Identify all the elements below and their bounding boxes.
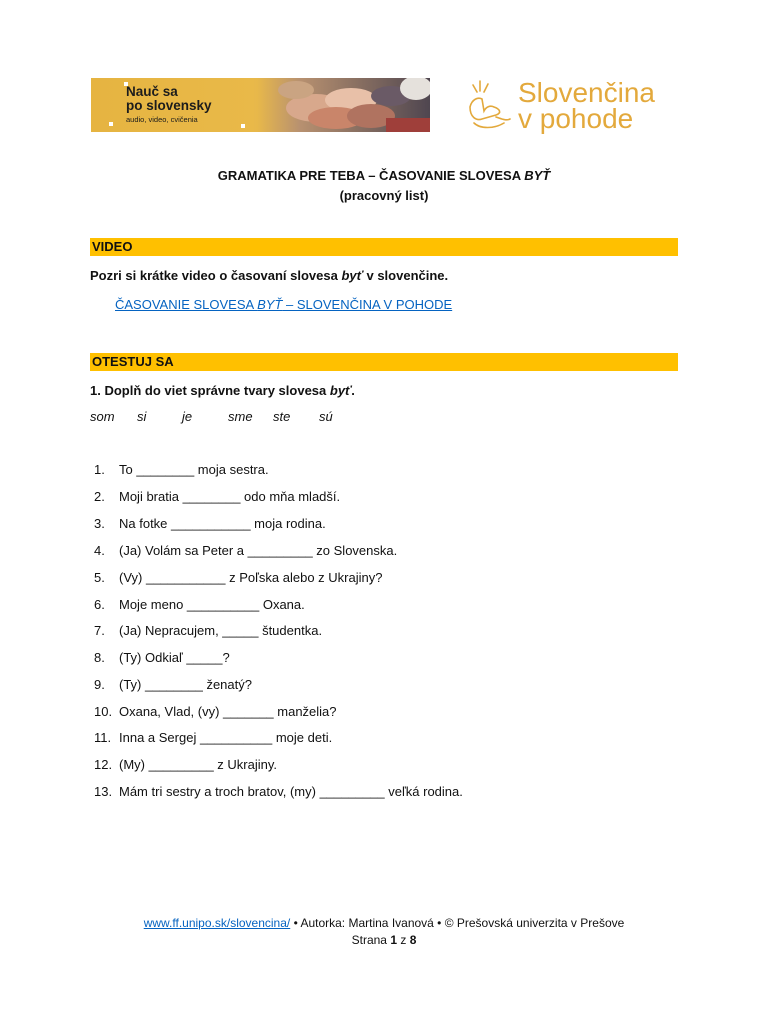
item-number: 1. — [94, 462, 105, 477]
item-number: 5. — [94, 570, 105, 585]
item-text: (Ty) Odkiaľ _____? — [119, 650, 230, 665]
title-text: GRAMATIKA PRE TEBA – ČASOVANIE SLOVESA — [217, 168, 525, 183]
decor-square — [241, 124, 245, 128]
page-current: 1 — [390, 933, 398, 947]
item-text: Oxana, Vlad, (vy) _______ manželia? — [119, 704, 337, 719]
item-number: 12. — [94, 757, 113, 772]
verb-form: si — [137, 409, 147, 424]
item-text: Inna a Sergej __________ moje deti. — [119, 730, 333, 745]
item-text: (Ty) ________ ženatý? — [119, 677, 252, 692]
page-of: z — [397, 933, 410, 947]
item-text: Mám tri sestry a troch bratov, (my) _________ veľká rodina. — [119, 784, 463, 799]
page-number — [0, 933, 768, 947]
instruction-verb: byť — [341, 268, 363, 283]
task-verb: byť — [329, 383, 352, 398]
banner-line-2: po slovensky — [126, 98, 212, 113]
course-banner — [91, 78, 430, 132]
video-link-suffix[interactable]: – SLOVENČINA V POHODE — [282, 297, 453, 312]
decor-square — [109, 122, 113, 126]
banner-line-3: audio, video, cvičenia — [126, 115, 198, 124]
task-suffix: . — [351, 383, 355, 398]
verb-form: som — [90, 409, 115, 424]
page-subtitle: (pracovný list) — [339, 188, 429, 203]
verb-form: ste — [273, 409, 291, 424]
footer-line — [0, 916, 768, 930]
instruction-suffix: v slovenčine. — [362, 268, 449, 283]
section-header-test: OTESTUJ SA — [90, 353, 678, 371]
video-instruction — [90, 268, 448, 283]
item-text: (Ja) Volám sa Peter a _________ zo Slovenska. — [119, 543, 398, 558]
item-text: Na fotke ___________ moja rodina. — [119, 516, 326, 531]
video-link-verb[interactable]: BYŤ — [257, 297, 283, 312]
hand-logo-icon — [466, 77, 514, 133]
logo-text-line-2: v pohode — [518, 103, 634, 134]
item-number: 9. — [94, 677, 105, 692]
item-number: 11. — [94, 730, 112, 745]
logo-text-line-1: Slovenčina — [518, 77, 655, 108]
item-number: 2. — [94, 489, 105, 504]
exercise-task — [90, 383, 355, 398]
verb-form: je — [182, 409, 193, 424]
verb-form: sme — [228, 409, 253, 424]
item-text: (Ja) Nepracujem, _____ študentka. — [119, 623, 323, 638]
video-link-text[interactable]: ČASOVANIE SLOVESA — [115, 297, 258, 312]
instruction-text: Pozri si krátke video o časovaní slovesa — [90, 268, 342, 283]
item-number: 4. — [94, 543, 105, 558]
footer-website-link[interactable]: www.ff.unipo.sk/slovencina/ — [143, 916, 291, 930]
footer-credits: • Autorka: Martina Ivanová • © Prešovská univerzita v Prešove — [290, 916, 625, 930]
page-total: 8 — [409, 933, 417, 947]
banner-line-1: Nauč sa — [126, 84, 178, 99]
item-number: 7. — [94, 623, 105, 638]
page-title — [0, 168, 768, 183]
item-number: 10. — [94, 704, 113, 719]
item-text: (My) _________ z Ukrajiny. — [119, 757, 277, 772]
verb-form: sú — [319, 409, 333, 424]
title-verb: BYŤ — [524, 168, 551, 183]
stacked-hands-image — [256, 78, 430, 132]
item-number: 13. — [94, 784, 113, 799]
task-text: 1. Doplň do viet správne tvary slovesa — [90, 383, 330, 398]
item-text: Moje meno __________ Oxana. — [119, 597, 305, 612]
item-number: 6. — [94, 597, 105, 612]
page-word: Strana — [351, 933, 391, 947]
section-header-video: VIDEO — [90, 238, 678, 256]
item-text: Moji bratia ________ odo mňa mladší. — [119, 489, 341, 504]
item-number: 3. — [94, 516, 105, 531]
item-number: 8. — [94, 650, 105, 665]
item-text: (Vy) ___________ z Poľska alebo z Ukrajiny? — [119, 570, 383, 585]
video-link[interactable] — [115, 297, 452, 312]
item-text: To ________ moja sestra. — [119, 462, 269, 477]
